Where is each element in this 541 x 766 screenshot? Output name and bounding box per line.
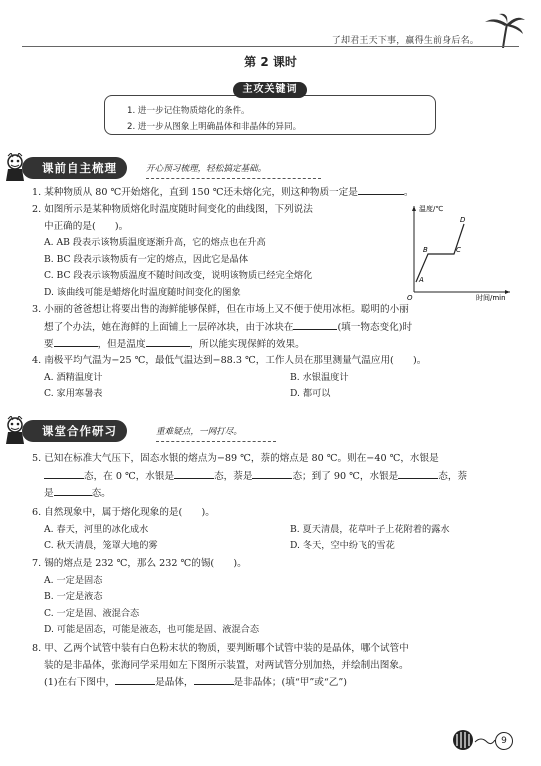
header-motto: 了却君王天下事，赢得生前身后名。 xyxy=(331,36,479,46)
question-text: 态。 xyxy=(91,488,111,500)
key-point-item: 1. 进一步记住物质熔化的条件。 xyxy=(127,106,250,116)
question-2 xyxy=(32,202,399,302)
question-text: 态，萘 xyxy=(438,470,468,482)
option-d[interactable]: D. 该曲线可能是蜡熔化时温度随时间变化的图象 xyxy=(44,286,241,298)
question-text: 是非晶体；(填“甲”或“乙”) xyxy=(233,677,347,689)
question-text: 2. 如图所示是某种物质熔化时温度随时间变化的曲线图，下列说法 xyxy=(32,204,313,215)
option-b[interactable]: B. 水银温度计 xyxy=(290,371,349,383)
point-label: C xyxy=(456,246,461,254)
option-a[interactable]: A. 春天，河里的冰化成水 xyxy=(44,523,149,535)
answer-blank[interactable] xyxy=(358,184,404,195)
answer-blank[interactable] xyxy=(115,674,155,685)
divider xyxy=(146,178,321,179)
answer-blank[interactable] xyxy=(54,485,92,496)
palm-tree-icon xyxy=(481,12,527,48)
option-d[interactable]: D. 都可以 xyxy=(290,388,331,400)
question-1 xyxy=(32,184,499,202)
point-label: A xyxy=(419,276,424,284)
option-d[interactable]: D. 可能是固态，可能是液态，也可能是固、液混合态 xyxy=(44,624,260,636)
answer-blank[interactable] xyxy=(293,319,337,330)
question-text: 4. 南极平均气温为−25 ℃，最低气温达到−88.3 ℃，工作人员在那里测量气温应用( )。 xyxy=(32,355,427,366)
melting-curve-graph xyxy=(406,202,516,302)
option-b[interactable]: B. BC 段表示该物质有一定的熔点，因此它是晶体 xyxy=(44,253,249,265)
question-text: ，所以能实现保鲜的效果。 xyxy=(189,339,305,351)
section-title: 课前自主梳理 xyxy=(22,157,127,179)
key-point-item: 2. 进一步从图象上明确晶体和非晶体的异同。 xyxy=(127,122,302,132)
section-tagline: 重难疑点，一网打尽。 xyxy=(156,427,242,437)
page-number: 9 xyxy=(495,732,513,750)
option-a[interactable]: A. 酒精温度计 xyxy=(44,371,103,383)
answer-blank[interactable] xyxy=(54,336,98,347)
question-text: 3. 小丽的爸爸想让将要出售的海鲜能够保鲜，但在市场上又不便于使用冰柜。聪明的小丽 xyxy=(32,304,409,315)
question-text: 7. 锡的熔点是 232 ℃，那么 232 ℃的锡( )。 xyxy=(32,558,247,569)
question-5 xyxy=(32,451,499,503)
question-text: 态；到了 90 ℃，水银是 xyxy=(292,470,399,482)
point-label: B xyxy=(423,246,428,254)
section-header-preview xyxy=(0,157,541,179)
option-b[interactable]: B. 一定是液态 xyxy=(44,591,103,603)
option-b[interactable]: B. 夏天清晨，花草叶子上花附着的露水 xyxy=(290,523,450,535)
section-header-classwork xyxy=(0,420,541,442)
option-a[interactable]: A. 一定是固态 xyxy=(44,574,103,586)
section-title: 课堂合作研习 xyxy=(22,420,127,442)
answer-blank[interactable] xyxy=(194,674,234,685)
point-label: D xyxy=(460,216,466,224)
question-4 xyxy=(32,353,499,403)
question-text: 8. 甲、乙两个试管中装有白色粉末状的物质，要判断哪个试管中装的是晶体，哪个试管中 xyxy=(32,643,409,654)
option-c[interactable]: C. 一定是固、液混合态 xyxy=(44,607,140,619)
divider xyxy=(156,441,276,442)
question-text: 要 xyxy=(44,339,54,351)
answer-blank[interactable] xyxy=(398,468,438,479)
page-title: 第 2 课时 xyxy=(244,55,297,69)
question-text: 是 xyxy=(44,488,54,500)
answer-blank[interactable] xyxy=(174,468,214,479)
question-text: 6. 自然现象中，属于熔化现象的是( )。 xyxy=(32,507,215,518)
question-text: ，但是温度 xyxy=(97,339,146,351)
question-text: 装的是非晶体，张海同学采用如左下图所示装置，对两试管分别加热，并绘制出图象。 xyxy=(44,659,409,671)
answer-blank[interactable] xyxy=(252,468,292,479)
question-7 xyxy=(32,556,499,639)
question-8 xyxy=(32,641,499,692)
x-axis-label: 时间/min xyxy=(476,294,506,302)
question-text: (1)在右下图中， xyxy=(44,677,116,689)
header-rule xyxy=(22,46,519,47)
question-text: 。 xyxy=(403,187,414,198)
y-axis-label: 温度/℃ xyxy=(419,205,444,213)
origin-label: O xyxy=(407,294,413,302)
question-text: 想了个办法，她在海鲜的上面铺上一层碎冰块，由于冰块在 xyxy=(44,321,294,333)
section-tagline: 开心预习梳理，轻松搞定基础。 xyxy=(146,164,267,174)
key-points-box xyxy=(104,95,436,135)
question-text: 1. 某种物质从 80 ℃开始熔化，直到 150 ℃还未熔化完，则这种物质一定是 xyxy=(32,187,358,198)
footer-decoration-icon xyxy=(449,728,495,752)
question-3 xyxy=(32,302,499,354)
option-d[interactable]: D. 冬天，空中纷飞的雪花 xyxy=(290,540,395,552)
option-c[interactable]: C. 秋天清晨，笼罩大地的雾 xyxy=(44,540,158,552)
question-text: 是晶体， xyxy=(155,677,194,689)
question-text: 5. 已知在标准大气压下，固态水银的熔点为−89 ℃，萘的熔点是 80 ℃。则在−40 ℃，水银是 xyxy=(32,453,439,464)
question-text: 态，在 0 ℃，水银是 xyxy=(84,470,175,482)
question-text: (填一物态变化)时 xyxy=(337,321,413,333)
key-points-label: 主攻关键词 xyxy=(233,82,307,98)
option-a[interactable]: A. AB 段表示该物质温度逐渐升高，它的熔点也在升高 xyxy=(44,237,266,249)
option-c[interactable]: C. 家用寒暑表 xyxy=(44,388,103,400)
answer-blank[interactable] xyxy=(146,336,190,347)
answer-blank[interactable] xyxy=(44,468,84,479)
option-c[interactable]: C. BC 段表示该物质温度不随时间改变，说明该物质已经完全熔化 xyxy=(44,270,313,282)
question-text: 中正确的是( )。 xyxy=(44,220,129,232)
question-text: 态，萘是 xyxy=(214,470,253,482)
question-6 xyxy=(32,505,499,555)
